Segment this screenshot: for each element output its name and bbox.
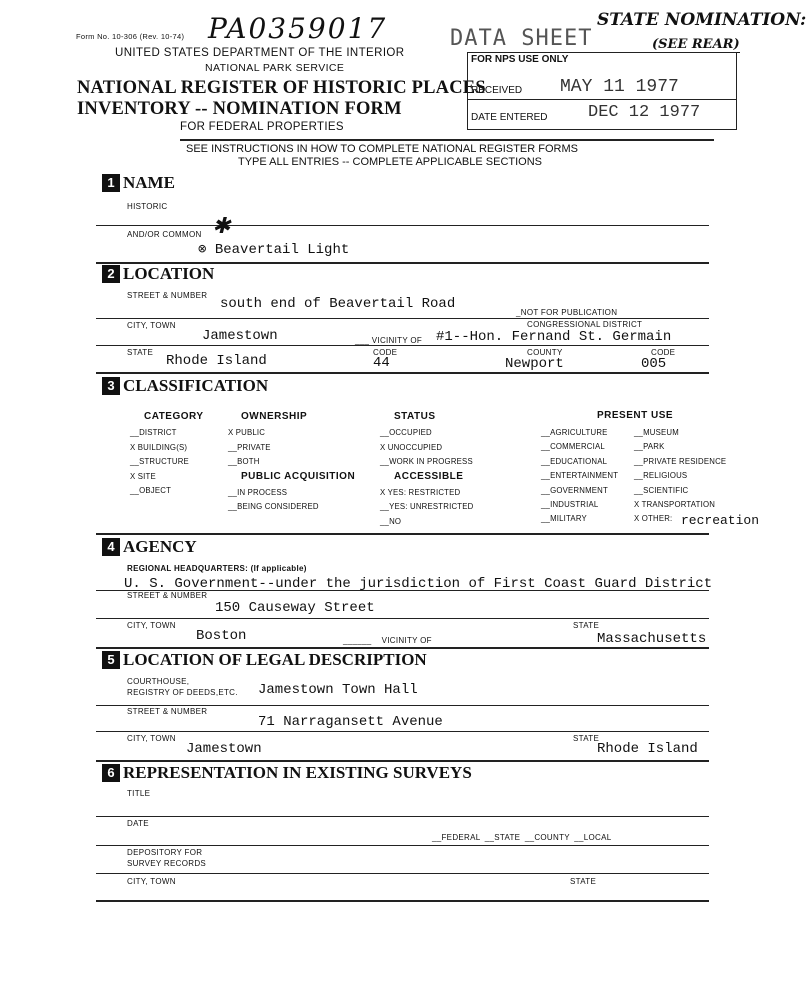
agency-vicinity-label: ______ VICINITY OF [343, 636, 432, 645]
section-1-heading: NAME [123, 173, 175, 192]
not-for-publication: _NOT FOR PUBLICATION [516, 308, 618, 317]
congressional-district-value: #1--Hon. Fernand St. Germain [436, 329, 672, 345]
category-heading: CATEGORY [144, 411, 204, 422]
service: NATIONAL PARK SERVICE [205, 62, 345, 74]
data-sheet-stamp: DATA SHEET [450, 26, 593, 51]
status-item: X UNOCCUPIED [380, 442, 443, 452]
section-2-heading: LOCATION [123, 264, 215, 283]
county-label: COUNTY [527, 348, 563, 357]
survey-state-label: STATE [570, 877, 597, 886]
section-1-title [102, 173, 175, 193]
section-5-heading: LOCATION OF LEGAL DESCRIPTION [123, 650, 427, 669]
agency-state-value: Massachusetts [597, 631, 707, 647]
ownership-column [228, 410, 355, 515]
present-use-item: __PARK [634, 442, 665, 452]
present-use-item: __SCIENTIFIC [634, 485, 689, 495]
present-use-item: __COMMERCIAL [541, 442, 605, 452]
date-entered-value: DEC 12 1977 [588, 103, 701, 122]
handwritten-state-nomination: STATE NOMINATION: [597, 10, 806, 30]
legal-street-label: STREET & NUMBER [127, 707, 208, 716]
category-item: __STRUCTURE [130, 457, 189, 467]
depository-label-2: SURVEY RECORDS [127, 859, 207, 868]
agency-vicinity-text: VICINITY OF [381, 636, 432, 645]
accessible-item: X YES: RESTRICTED [380, 488, 461, 498]
survey-title-label: TITLE [127, 789, 151, 798]
ownership-item: __BOTH [228, 457, 260, 467]
present-use-item: __ENTERTAINMENT [541, 471, 619, 481]
nps-box-label: FOR NPS USE ONLY [471, 54, 569, 65]
legal-state-value: Rhode Island [597, 741, 698, 757]
present-use-item: X TRANSPORTATION [634, 500, 716, 510]
section-4-number: 4 [102, 538, 120, 556]
section-2-number: 2 [102, 265, 120, 283]
handwritten-asterisk: ✱ [212, 214, 231, 239]
historic-label: HISTORIC [127, 202, 168, 211]
section-4-heading: AGENCY [123, 537, 197, 556]
present-use-item: __MILITARY [541, 514, 587, 524]
survey-date-label: DATE [127, 819, 149, 828]
nps-use-box [467, 52, 737, 130]
regional-hq-label: REGIONAL HEADQUARTERS: (If applicable) [127, 564, 307, 573]
section-3-title [102, 376, 268, 396]
category-column [130, 410, 204, 498]
category-item: __DISTRICT [130, 428, 177, 438]
form-title-1: NATIONAL REGISTER OF HISTORIC PLACES [77, 78, 486, 98]
county-value: Newport [505, 356, 564, 372]
regional-hq-value: U. S. Government--under the jurisdiction of First Coast Guard District [124, 576, 713, 592]
section-1-number: 1 [102, 174, 120, 192]
survey-city-label: CITY, TOWN [127, 877, 176, 886]
form-number: Form No. 10-306 (Rev. 10-74) [76, 32, 185, 41]
agency-state-label: STATE [573, 621, 600, 630]
section-3-heading: CLASSIFICATION [123, 376, 269, 395]
present-use-left-column [541, 426, 618, 527]
accessible-heading: ACCESSIBLE [394, 470, 464, 482]
present-use-other-value: recreation [681, 513, 760, 528]
courthouse-value: Jamestown Town Hall [258, 682, 418, 698]
acquisition-item: __IN PROCESS [228, 488, 288, 498]
county-code-label: CODE [651, 348, 676, 357]
handwritten-id: PA0359017 [208, 12, 388, 45]
category-item: __OBJECT [130, 486, 172, 496]
ownership-heading: OWNERSHIP [241, 411, 308, 422]
handwritten-see-rear: (SEE REAR) [652, 37, 740, 52]
agency-city-label: CITY, TOWN [127, 621, 176, 630]
state-value: Rhode Island [166, 353, 267, 369]
accessible-item: __NO [380, 516, 402, 526]
status-heading: STATUS [394, 411, 436, 422]
present-use-right-column [634, 426, 726, 527]
accessible-item: __YES: UNRESTRICTED [380, 502, 474, 512]
legal-city-label: CITY, TOWN [127, 734, 176, 743]
section-5-number: 5 [102, 651, 120, 669]
section-6-heading: REPRESENTATION IN EXISTING SURVEYS [123, 763, 472, 782]
category-item: X BUILDING(S) [130, 442, 188, 452]
vicinity-label: ___ VICINITY OF [355, 336, 423, 345]
acquisition-heading: PUBLIC ACQUISITION [241, 470, 356, 482]
city-value: Jamestown [202, 328, 278, 344]
agency-city-value: Boston [196, 628, 247, 644]
state-code-value: 44 [373, 355, 390, 371]
present-use-item: X OTHER: [634, 514, 673, 524]
legal-state-label: STATE [573, 734, 600, 743]
status-item: __OCCUPIED [380, 428, 432, 438]
status-item: __WORK IN PROGRESS [380, 457, 473, 467]
courthouse-label-1: COURTHOUSE, [127, 677, 190, 686]
instructions-1: SEE INSTRUCTIONS IN HOW TO COMPLETE NATIONAL REGISTER FORMS [186, 143, 578, 155]
section-6-number: 6 [102, 764, 120, 782]
section-2-title [102, 264, 214, 284]
state-code-label: CODE [373, 348, 398, 357]
acquisition-item: __BEING CONSIDERED [228, 502, 319, 512]
section-4-title [102, 537, 197, 557]
present-use-heading: PRESENT USE [597, 410, 674, 421]
courthouse-label-2: REGISTRY OF DEEDS,ETC. [127, 688, 238, 697]
section-6-title [102, 763, 472, 783]
street-value: south end of Beavertail Road [220, 296, 456, 312]
common-name-value: ⊗ Beavertail Light [198, 242, 350, 258]
section-3-number: 3 [102, 377, 120, 395]
depository-label-1: DEPOSITORY FOR [127, 848, 203, 857]
department: UNITED STATES DEPARTMENT OF THE INTERIOR [115, 47, 405, 59]
city-label: CITY, TOWN [127, 321, 176, 330]
vicinity-text: VICINITY OF [371, 336, 423, 345]
common-name-text: Beavertail Light [214, 242, 350, 258]
ownership-item: __PRIVATE [228, 442, 271, 452]
received-label: RECEIVED [471, 85, 523, 96]
congressional-district-label: CONGRESSIONAL DISTRICT [527, 320, 643, 329]
legal-city-value: Jamestown [186, 741, 262, 757]
instructions-2: TYPE ALL ENTRIES -- COMPLETE APPLICABLE SECTIONS [238, 156, 543, 168]
present-use-item: __INDUSTRIAL [541, 500, 599, 510]
present-use-item: __AGRICULTURE [541, 428, 608, 437]
present-use-item: __GOVERNMENT [541, 485, 608, 495]
survey-levels: __FEDERAL __STATE __COUNTY __LOCAL [432, 833, 612, 842]
common-name-label: AND/OR COMMON [127, 230, 202, 239]
agency-street-value: 150 Causeway Street [215, 600, 375, 616]
present-use-item: __EDUCATIONAL [541, 456, 608, 466]
form-subtitle: FOR FEDERAL PROPERTIES [180, 121, 344, 133]
category-item: X SITE [130, 471, 156, 481]
status-column [380, 410, 473, 529]
present-use-item: __RELIGIOUS [634, 471, 688, 481]
legal-street-value: 71 Narragansett Avenue [258, 714, 443, 730]
present-use-item: __PRIVATE RESIDENCE [634, 456, 727, 466]
agency-street-label: STREET & NUMBER [127, 591, 208, 600]
form-title-2: INVENTORY -- NOMINATION FORM [77, 99, 402, 119]
section-5-title [102, 650, 427, 670]
date-entered-label: DATE ENTERED [471, 112, 548, 123]
present-use-item: __MUSEUM [634, 428, 679, 437]
state-label: STATE [127, 348, 154, 357]
received-date: MAY 11 1977 [560, 77, 679, 97]
county-code-value: 005 [641, 356, 667, 372]
ownership-item: X PUBLIC [228, 428, 266, 438]
street-label: STREET & NUMBER [127, 291, 208, 300]
